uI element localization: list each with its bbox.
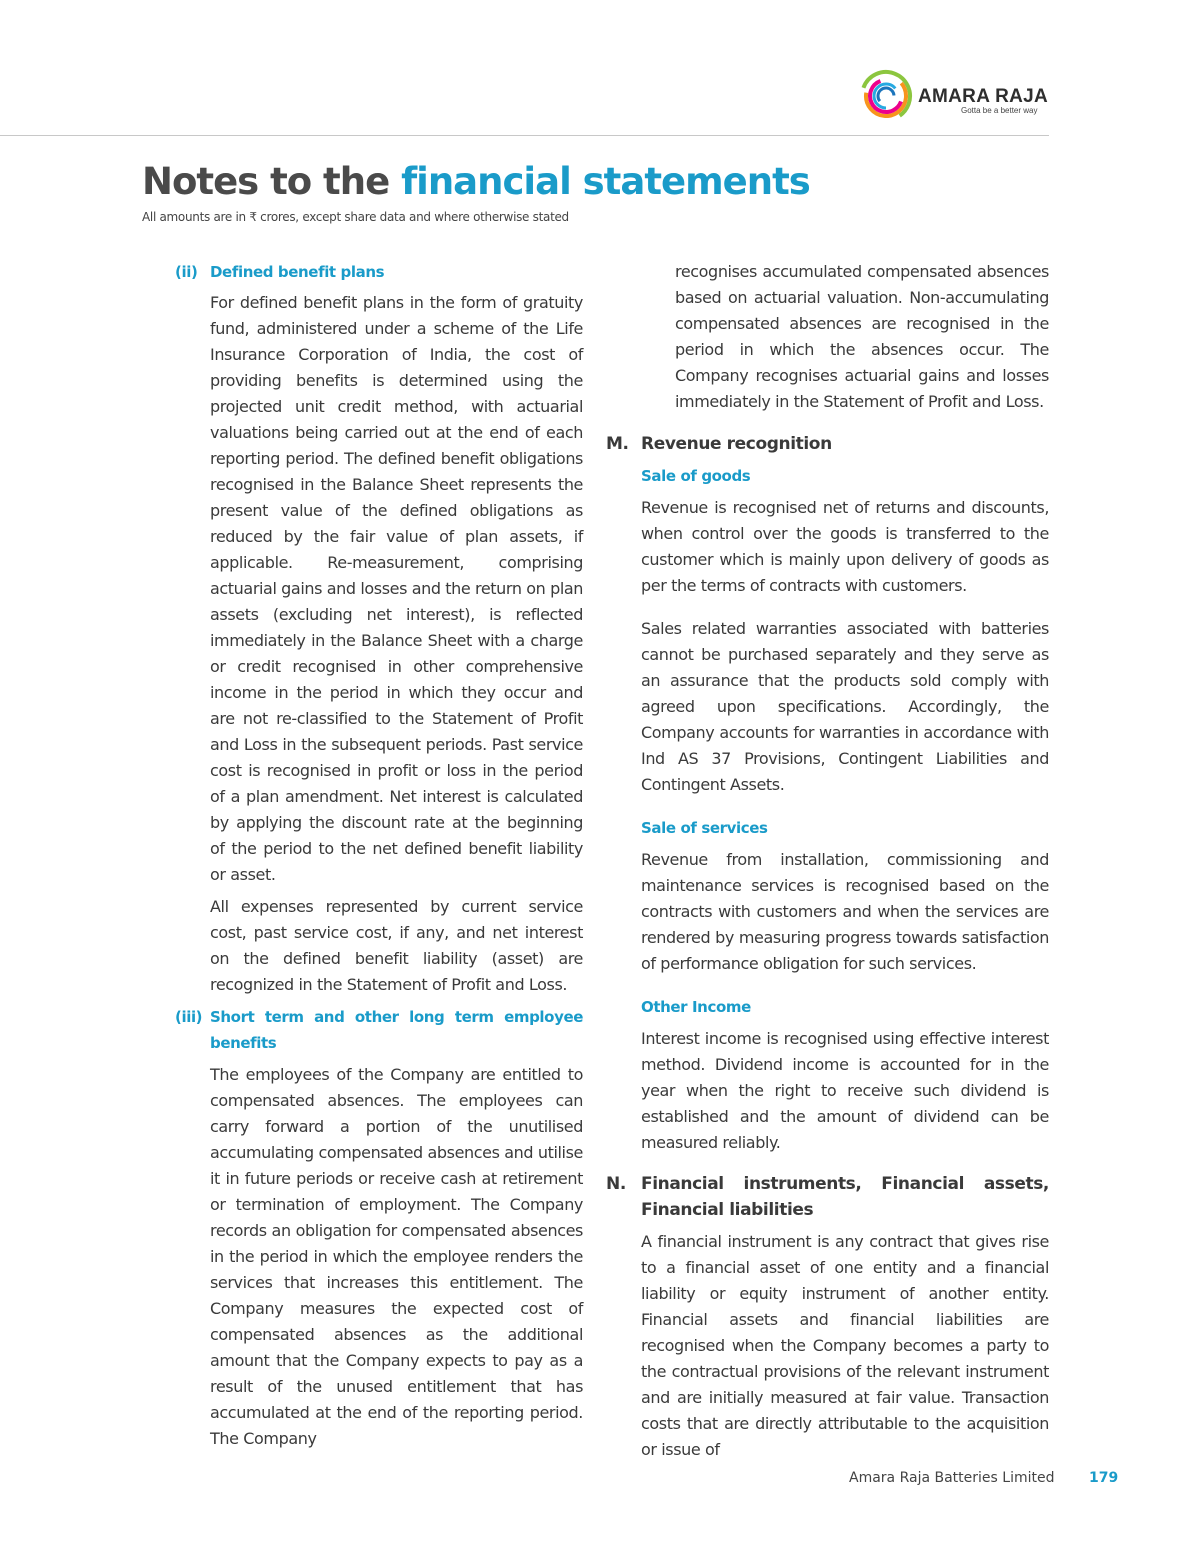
page-subtitle: All amounts are in ₹ crores, except share data and where otherwise stated [142, 210, 569, 224]
left-column [175, 259, 583, 1452]
subsection-number: (ii) [175, 263, 198, 281]
subsection-title: Short term and other long term employee benefits [210, 1008, 583, 1052]
section-title: Financial instruments, Financial assets, Financial liabilities [641, 1174, 1049, 1220]
header-divider [0, 135, 1049, 136]
paragraph: recognises accumulated compensated absences based on actuarial valuation. Non-accumulating compensated absences are recognised in the period in which the absences occur. The Company recognises actuarial gains and losses immediately in the Statement of Profit and Loss. [675, 262, 1049, 411]
subsection-number: (iii) [175, 1008, 203, 1026]
subheading-sale-of-services: Sale of services [641, 819, 768, 837]
logo-tagline: Gotta be a better way [961, 106, 1038, 115]
page-title-part1: Notes to the [142, 160, 402, 203]
paragraph: Interest income is recognised using effective interest method. Dividend income is accounted for in the year when the right to receive such dividend is established and the amount of dividend can be measured reliably. [641, 1029, 1049, 1152]
page-number: 179 [1089, 1470, 1119, 1486]
section-number: M. [606, 434, 629, 454]
company-logo [858, 68, 1053, 124]
paragraph: The employees of the Company are entitled to compensated absences. The employees can carry forward a portion of the unutilised accumulating compensated absences and utilise it in future periods or receive cash at retirement or termination of employment. The Company records an obligation for compensated absences in the period in which the employee renders the services that increases this entitlement. The Company measures the expected cost of compensated absences as the additional amount that the Company expects to pay as a result of the unused entitlement that has accumulated at the end of the reporting period. The Company [210, 1065, 583, 1448]
paragraph: All expenses represented by current service cost, past service cost, if any, and net interest on the defined benefit liability (asset) are recognized in the Statement of Profit and Loss. [210, 897, 583, 994]
paragraph: A financial instrument is any contract that gives rise to a financial asset of one entity and a financial liability or equity instrument of another entity. Financial assets and financial liabilities are recognised when the Company becomes a party to the contractual provisions of the relevant instrument and are initially measured at fair value. Transaction costs that are directly attributable to the acquisition or issue of [641, 1232, 1049, 1459]
subsection-defined-benefit [175, 259, 583, 1004]
paragraph: Sales related warranties associated with batteries cannot be purchased separately and they serve as an assurance that the products sold comply with agreed upon specifications. Accordingly, the Company accounts for warranties in accordance with Ind AS 37 Provisions, Contingent Liabilities and Contingent Assets. [641, 619, 1049, 794]
subsection-title: Defined benefit plans [210, 263, 385, 281]
paragraph: Revenue from installation, commissioning and maintenance services is recognised based on the contracts with customers and when the services are rendered by measuring progress towards satisfaction of performance obligation for such services. [641, 850, 1049, 973]
page-title-part2: financial statements [401, 160, 810, 203]
section-revenue-recognition [606, 431, 1049, 1171]
subheading-other-income: Other Income [641, 998, 751, 1016]
section-title: Revenue recognition [641, 434, 832, 454]
page-title [142, 157, 810, 207]
section-number: N. [606, 1174, 626, 1194]
footer-company-name: Amara Raja Batteries Limited [849, 1470, 1055, 1486]
right-column [606, 259, 1049, 1463]
logo-swirl-icon [858, 68, 914, 124]
logo-name: AMARA RAJA [918, 86, 1049, 107]
paragraph: Revenue is recognised net of returns and discounts, when control over the goods is transferred to the customer which is mainly upon delivery of goods as per the terms of contracts with customers. [641, 498, 1049, 595]
paragraph: For defined benefit plans in the form of gratuity fund, administered under a scheme of the Life Insurance Corporation of India, the cost of providing benefits is determined using the projected unit credit method, with actuarial valuations being carried out at the end of each reporting period. The defined benefit obligations recognised in the Balance Sheet represents the present value of the defined obligations as reduced by the fair value of plan assets, if applicable. Re-measurement, comprising actuarial gains and losses and the return on plan assets (excluding net interest), is reflected immediately in the Balance Sheet with a charge or credit recognised in other comprehensive income in the period in which they occur and are not re-classified to the Statement of Profit and Loss in the subsequent periods. Past service cost is recognised in profit or loss in the period of a plan amendment. Net interest is calculated by applying the discount rate at the beginning of the period to the net defined benefit liability or asset. [210, 293, 584, 884]
subsection-short-term-benefits [175, 1004, 583, 1452]
section-financial-instruments [606, 1171, 1049, 1463]
subheading-sale-of-goods: Sale of goods [641, 467, 751, 485]
